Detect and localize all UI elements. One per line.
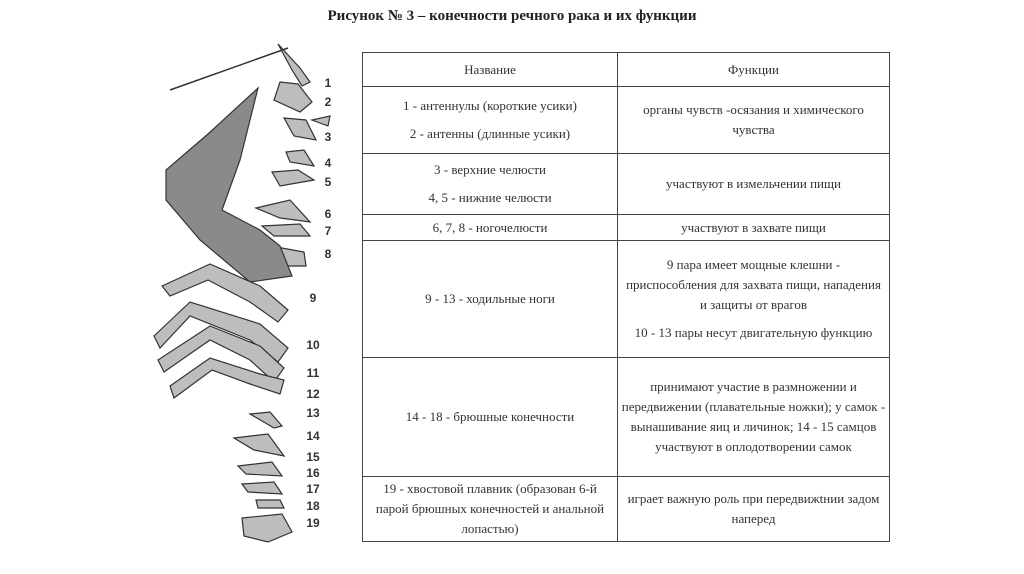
function-cell — [618, 477, 890, 542]
limb-6 — [256, 200, 310, 222]
label-11: 11 — [306, 366, 320, 380]
label-10: 10 — [306, 338, 320, 352]
function-text: играет важную роль при передвижtнии задом наперед — [627, 491, 880, 526]
label-16: 16 — [306, 466, 320, 480]
name-cell — [363, 154, 618, 215]
name-text: 19 - хвостовой плавник (образован 6-й парой брюшных конечностей и анальной лопастью) — [375, 481, 605, 536]
function-cell — [618, 215, 890, 241]
limbs-drawing — [150, 40, 350, 550]
limb-2-antenna — [170, 48, 288, 90]
name-text: 14 - 18 - брюшные конечности — [405, 409, 575, 424]
function-text: 10 - 13 пары несут двигательную функцию — [634, 325, 873, 340]
limb-18 — [256, 500, 284, 508]
label-12: 12 — [306, 387, 320, 401]
limb-3 — [284, 116, 330, 140]
header-functions: Функции — [618, 53, 890, 87]
limb-5 — [272, 170, 314, 186]
name-cell — [363, 87, 618, 154]
function-cell — [618, 87, 890, 154]
name-cell — [363, 215, 618, 241]
function-text: органы чувств -осязания и химического чувства — [643, 102, 864, 137]
function-cell — [618, 241, 890, 358]
table-row — [363, 154, 890, 215]
name-cell — [363, 241, 618, 358]
label-4: 4 — [324, 156, 332, 170]
name-text: 2 - антенны (длинные усики) — [409, 126, 571, 141]
name-cell — [363, 477, 618, 542]
name-text: 1 - антеннулы (короткие усики) — [403, 98, 577, 113]
label-13: 13 — [306, 406, 320, 420]
label-5: 5 — [324, 175, 332, 189]
function-cell — [618, 154, 890, 215]
function-text: принимают участие в размножении и передвижении (плавательные ножки); у самок - вынашивание яиц и личинок; 14 - 15 самцов участвуют в оплодотворении самок — [621, 379, 886, 454]
limb-15 — [234, 434, 284, 456]
table-row — [363, 477, 890, 542]
label-9: 9 — [309, 291, 317, 305]
name-text: 3 - верхние челюсти — [433, 162, 546, 177]
limbs-functions-table — [362, 52, 890, 542]
limb-4 — [286, 150, 314, 166]
label-3: 3 — [324, 130, 332, 144]
limb-16 — [238, 462, 282, 476]
label-19: 19 — [306, 516, 320, 530]
function-text: участвуют в измельчении пищи — [666, 176, 841, 191]
label-2: 2 — [324, 95, 332, 109]
function-text: участвуют в захвате пищи — [681, 219, 826, 235]
table-row — [363, 358, 890, 477]
limb-19-tail-fan — [242, 514, 292, 542]
label-17: 17 — [306, 482, 320, 496]
limb-17 — [242, 482, 282, 494]
name-text: 9 - 13 - ходильные ноги — [425, 291, 555, 306]
table-row — [363, 87, 890, 154]
crayfish-limbs-illustration — [150, 40, 350, 550]
table-row — [363, 241, 890, 358]
header-name: Название — [363, 53, 618, 87]
label-6: 6 — [324, 207, 332, 221]
label-18: 18 — [306, 499, 320, 513]
label-7: 7 — [324, 224, 332, 238]
figure-title: Рисунок № 3 – конечности речного рака и их функции — [327, 8, 697, 24]
name-text: 4, 5 - нижние челюсти — [428, 190, 552, 205]
label-8: 8 — [324, 247, 332, 261]
function-text: 9 пара имеет мощные клешни - приспособления для захвата пищи, нападения и защиты от врагов — [626, 257, 881, 312]
table-row — [363, 215, 890, 241]
name-text: 6, 7, 8 - ногочелюсти — [432, 219, 548, 235]
label-1: 1 — [324, 76, 332, 90]
table-header-row — [363, 53, 890, 87]
label-15: 15 — [306, 450, 320, 464]
limb-2 — [274, 82, 312, 112]
name-cell — [363, 358, 618, 477]
limb-14 — [250, 412, 282, 428]
limb-9-claw — [166, 88, 292, 282]
label-14: 14 — [306, 429, 320, 443]
function-cell — [618, 358, 890, 477]
limb-7 — [262, 224, 310, 236]
